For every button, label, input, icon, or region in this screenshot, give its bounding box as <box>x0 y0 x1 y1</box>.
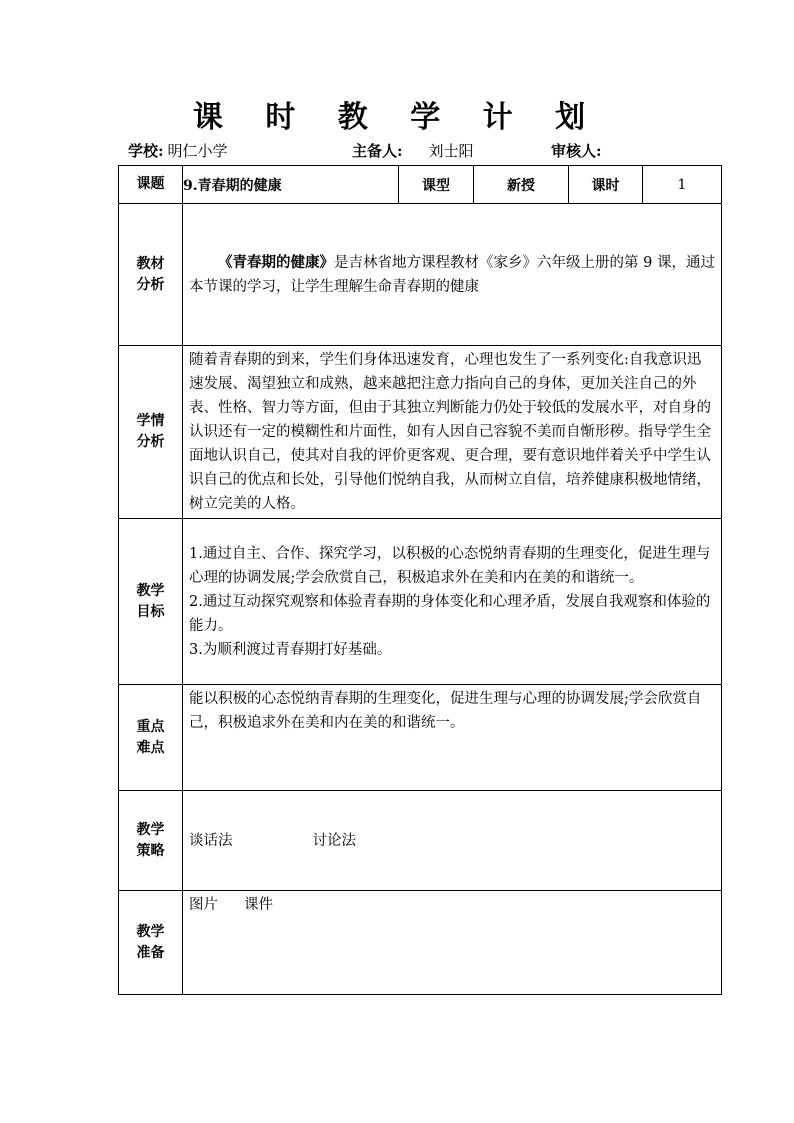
students-label-line-2: 分析 <box>136 434 165 450</box>
students-row <box>119 346 722 519</box>
lesson-plan-table <box>118 165 722 995</box>
material-row <box>119 204 722 346</box>
strategy-items <box>183 827 721 855</box>
strategy-row <box>119 791 722 891</box>
school-label: 学校: <box>128 142 164 160</box>
goals-label <box>119 519 183 685</box>
strategy-item: 谈话法 <box>189 832 233 849</box>
reviewer-label: 审核人: <box>551 142 602 160</box>
author-value: 刘士阳 <box>428 142 474 160</box>
students-cell <box>183 346 722 519</box>
goals-cell <box>183 519 722 685</box>
material-label <box>119 204 183 346</box>
material-label-line-1: 教材 <box>136 255 165 272</box>
goal-item: 3.为顺利渡过青春期打好基础。 <box>189 641 392 658</box>
author-field <box>352 140 474 161</box>
students-label <box>119 346 183 519</box>
preparation-label-line-1: 教学 <box>136 923 165 940</box>
goal-item: 1.通过自主、合作、探究学习，以积极的心态悦纳青春期的生理变化，促进生理与心理的协调发展;学会欣赏自己，积极追求外在美和内在美的和谐统一。 <box>189 545 711 586</box>
preparation-label-line-2: 准备 <box>136 944 165 961</box>
key-points-cell <box>183 685 722 791</box>
author-label: 主备人: <box>352 142 403 160</box>
goals-label-line-1: 教学 <box>136 582 165 599</box>
goals-list <box>183 540 721 664</box>
strategy-label <box>119 791 183 891</box>
students-label-line-1: 学情 <box>136 413 165 429</box>
preparation-items <box>183 891 721 919</box>
key-points-label-line-2: 难点 <box>136 739 165 756</box>
preparation-cell <box>183 891 722 995</box>
goal-item: 2.通过互动探究观察和体验青春期的身体变化和心理矛盾，发展自我观察和体验的能力。 <box>189 593 711 634</box>
preparation-item: 图片 <box>189 897 218 913</box>
lesson-hours-value: 1 <box>643 166 722 204</box>
material-text <box>183 249 721 301</box>
goals-row <box>119 519 722 685</box>
preparation-label <box>119 891 183 995</box>
students-text: 随着青春期的到来，学生们身体迅速发育，心理也发生了一系列变化:自我意识迅速发展、渴望独立和成熟，越来越把注意力指向自己的身体，更加关注自己的外表、性格、智力等方面，但由于其独立判断能力仍处于较低的发展水平，对自身的认识还有一定的模糊性和片面性，如有人因自己容貌不美而自惭形秽。指导学生全面地认识自己，使其对自我的评价更客观、更合理，要有意识地伴着关乎中学生认识自己的优点和长处，引导他们悦纳自我，从而树立自信，培养健康积极地情绪，树立完美的人格。 <box>189 352 711 512</box>
goals-label-line-2: 目标 <box>136 603 165 620</box>
school-value: 明仁小学 <box>167 142 228 160</box>
topic-label: 课题 <box>119 166 183 204</box>
key-points-label-line-1: 重点 <box>136 718 165 735</box>
topic-value: 9.青春期的健康 <box>183 166 399 204</box>
material-cell <box>183 204 722 346</box>
strategy-cell <box>183 791 722 891</box>
key-points-text: 能以积极的心态悦纳青春期的生理变化，促进生理与心理的协调发展;学会欣赏自己，积极追求外在美和内在美的和谐统一。 <box>189 691 702 731</box>
page-title: 课 时 教 学 计 划 <box>192 100 602 135</box>
reviewer-field <box>551 140 606 161</box>
material-book-title: 《青春期的健康》 <box>218 253 334 271</box>
lesson-type-value: 新授 <box>474 166 569 204</box>
material-description: 是吉林省地方课程教材《家乡》六年级上册的第 9 课，通过本节课的学习，让学生理解生命青春期的健康 <box>189 254 715 295</box>
strategy-label-line-2: 策略 <box>136 842 165 859</box>
preparation-row <box>119 891 722 995</box>
topic-row <box>119 166 722 204</box>
key-points-label <box>119 685 183 791</box>
lesson-hours-label: 课时 <box>569 166 643 204</box>
key-points-row <box>119 685 722 791</box>
preparation-item: 课件 <box>244 897 273 913</box>
school-field <box>128 140 228 161</box>
strategy-item: 讨论法 <box>312 832 356 849</box>
strategy-label-line-1: 教学 <box>136 821 165 838</box>
lesson-type-label: 课型 <box>399 166 474 204</box>
material-label-line-2: 分析 <box>136 276 165 293</box>
